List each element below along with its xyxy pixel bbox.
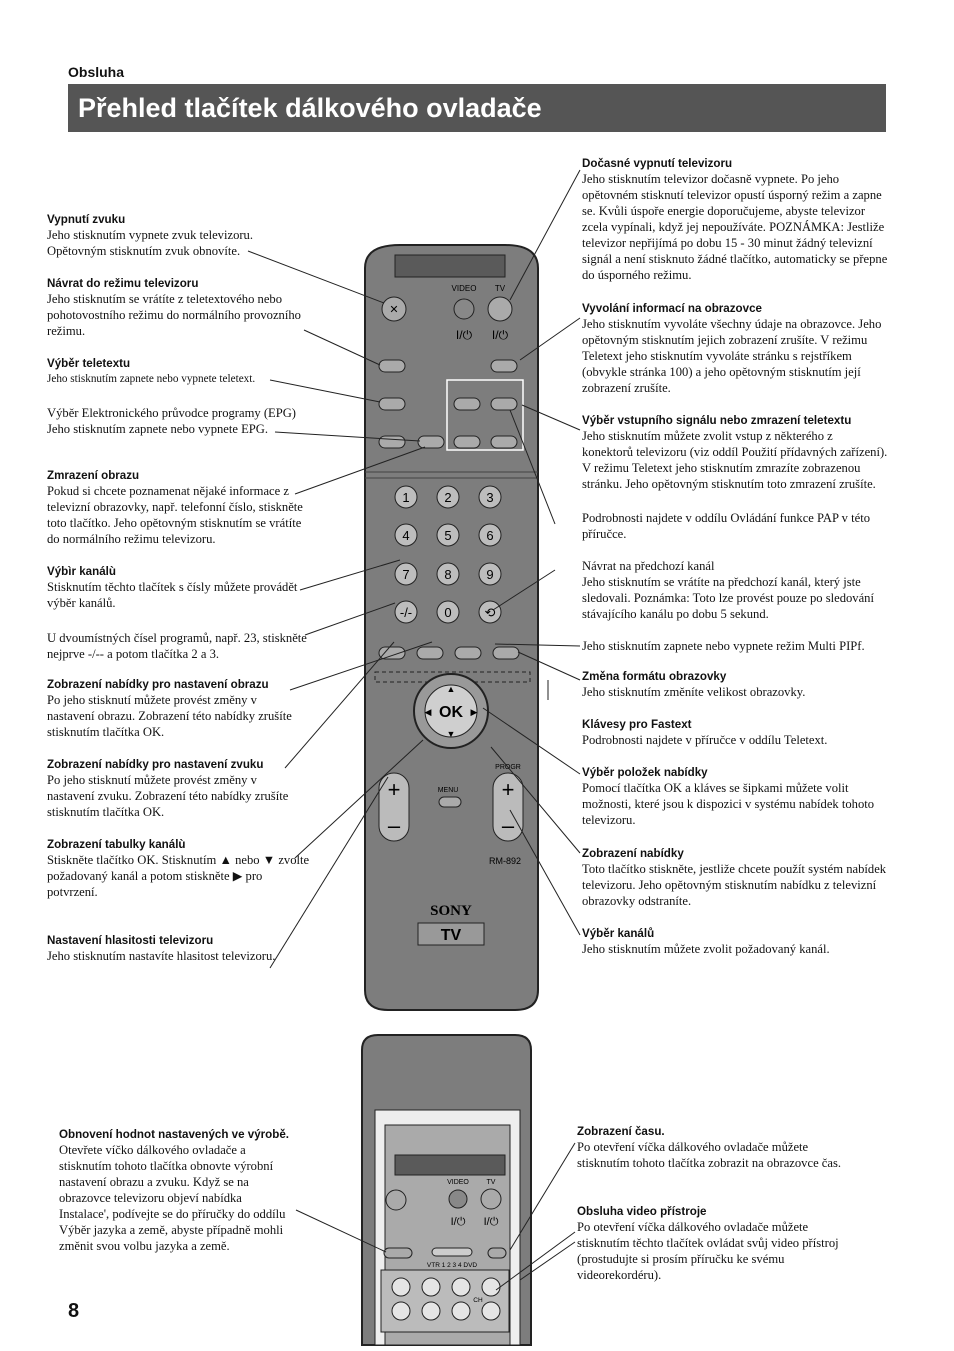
digit-label: -/- [399, 605, 413, 620]
desc-video-control: Obsluha video přístroje Po otevření víčka dálkového ovladače můžete stisknutím těchto tlačítek ovládat svůj video přístroj (prostudujte si prosím příručku ke svému videorekordéru). [577, 1205, 839, 1282]
ok-label: OK [439, 704, 463, 721]
desc-freeze: Zmrazení obrazu Pokud si chcete poznamenat nějaké informace z televizní obrazovky, např. telefonní číslo, stiskněte toto tlačítko. Jeho opětovným stisknutím se vrátíte do normálního režimu televizoru. [47, 469, 303, 546]
desc-multipip: Jeho stisknutím zapnete nebo vypnete režim Multi PIPf. [582, 639, 865, 653]
desc-info: Vyvolání informací na obrazovce Jeho stisknutím vyvoláte všechny údaje na obrazovce. Jeho opětovným stisknutím jejich zobrazení zrušíte. V režimu Teletext jeho stisknutím vyvoláte stránku s rejstříkem (obvykle stránka 100) a jeho opětovným stisknutím její zobrazení zrušíte. [582, 302, 882, 395]
vtr-transport-button[interactable] [392, 1302, 410, 1320]
svg-text:–: – [501, 813, 515, 838]
picture-menu-button [417, 647, 443, 659]
svg-text:▼: ▼ [446, 729, 456, 739]
teletext-button [379, 398, 405, 410]
desc-fastext: Klávesy pro Fastext Podrobnosti najdete v příručce v oddílu Teletext. [582, 718, 828, 747]
ch-label: CH [473, 1297, 483, 1304]
desc-epg: Výběr Elektronického průvodce programy (EPG) Jeho stisknutím zapnete nebo vypnete EPG. [47, 406, 296, 436]
digit-label: 8 [444, 567, 452, 582]
digit-label: 2 [444, 490, 452, 505]
vtr-transport-button[interactable] [422, 1302, 440, 1320]
desc-menu: Zobrazení nabídky Toto tlačítko stiskněte, jestliže chcete použít systém nabídek televizoru. Jeho opětovným stisknutím nabídku z televizní obrazovky odstraníte. [582, 847, 887, 908]
power-symbol-video: I/⏻ [455, 328, 473, 342]
power-symbol-tv-2: I/⏻ [483, 1216, 499, 1228]
desc-clock: Zobrazení času. Po otevření víčka dálkového ovladače můžete stisknutím tohoto tlačítka zobrazit na obrazovce čas. [577, 1125, 842, 1170]
svg-text:+: + [501, 777, 515, 802]
svg-text:▶: ▶ [470, 707, 478, 717]
desc-channel-digits: Výbìr kanálù Stisknutím těchto tlačítek s čísly můžete provádět výběr kanálů. [47, 565, 298, 610]
desc-format: Změna formátu obrazovky Jeho stisknutím změníte velikost obrazovky. [582, 670, 806, 699]
page-title: Přehled tlačítek dálkového ovladače [68, 84, 886, 132]
video-label-2: VIDEO [447, 1179, 469, 1186]
vtr-transport-button[interactable] [482, 1302, 500, 1320]
desc-pap: Podrobnosti najdete v oddílu Ovládání funkce PAP v této příručce. [582, 511, 870, 541]
digit-label: 0 [444, 605, 452, 620]
desc-picture-menu: Zobrazení nabídky pro nastavení obrazu Po jeho stisknutí můžete provést změny v nastavení obrazu. Zobrazení této nabídky zrušíte stisknutím tlačítka OK. [47, 678, 292, 739]
desc-two-digit: U dvoumístných čísel programů, např. 23, stiskněte nejprve -/-- a potom tlačítka 2 a 3. [47, 631, 307, 661]
desc-volume: Nastavení hlasitosti televizoru Jeho stisknutím nastavíte hlasitost televizoru. [47, 934, 276, 963]
vtr-transport-button[interactable] [452, 1278, 470, 1296]
svg-text:✕: ✕ [389, 304, 399, 316]
vtr-label: VTR 1 2 3 4 DVD [426, 1262, 478, 1269]
menu-button [439, 797, 461, 807]
swap-button [491, 436, 517, 448]
sony-logo: SONY [430, 903, 472, 919]
digit-label: 3 [486, 490, 494, 505]
digit-label: 6 [486, 528, 494, 543]
svg-text:◀: ◀ [424, 707, 432, 717]
tv-mode-button [379, 360, 405, 372]
desc-teletext: Výběr teletextu Jeho stisknutím zapnete nebo vypnete teletext. [47, 357, 256, 385]
desc-channel-select: Výběr kanálů Jeho stisknutím můžete zvolit požadovaný kanál. [582, 927, 830, 956]
vtr-transport-button[interactable] [452, 1302, 470, 1320]
fastext-button [493, 647, 519, 659]
digit-label: 7 [402, 567, 410, 582]
desc-sound-menu: Zobrazení nabídky pro nastavení zvuku Po jeho stisknutí můžete provést změny v nastavení zvuku. Zobrazení této nabídky zrušíte stisknutím tlačítka OK. [47, 758, 289, 819]
svg-text:+: + [387, 777, 401, 802]
model-label: RM-892 [488, 856, 522, 866]
desc-tv-mode: Návrat do režimu televizoru Jeho stisknutím se vrátíte z teletextového nebo pohotovostního režimu do normálního provozního režimu. [47, 277, 301, 338]
format-button [454, 436, 480, 448]
digit-label: 1 [402, 490, 410, 505]
epg-button [379, 436, 405, 448]
ir-window [395, 255, 505, 277]
video-label: VIDEO [451, 284, 477, 293]
tv-badge-label: TV [440, 927, 462, 944]
vtr-transport-button[interactable] [482, 1278, 500, 1296]
svg-text:–: – [387, 813, 401, 838]
power-symbol-video-2: I/⏻ [450, 1216, 466, 1228]
menu-label: MENU [437, 787, 459, 794]
info-button [491, 360, 517, 372]
digit-label: ⟲ [484, 605, 496, 620]
desc-factory-reset: Obnovení hodnot nastavených ve výrobě. Otevřete víčko dálkového ovladače a stisknutím tohoto tlačítka obnovte výrobní nastavení obrazu a zvuku. Když se na obrazovce televizoru objeví nabídka Instalace', podívejte se do příručky do oddílu Výběr jazyka a země, abyste případně mohli změnit svou volbu jazyka a země. [59, 1128, 289, 1253]
multipip-button [455, 647, 481, 659]
tv-label-2: TV [486, 1179, 496, 1186]
vtr-transport-button[interactable] [392, 1278, 410, 1296]
pap-button [454, 398, 480, 410]
tv-label: TV [494, 284, 506, 293]
desc-prev-channel: Návrat na předchozí kanál Jeho stisknutím se vrátíte na předchozí kanál, který jste sledovali. Poznámka: Toto lze provést pouze po sledování stávajícího kanálu po dobu 5 sekund. [582, 559, 874, 621]
freeze-button [418, 436, 444, 448]
digit-label: 5 [444, 528, 452, 543]
desc-menu-items: Výběr položek nabídky Pomocí tlačítka OK a kláves se šipkami můžete volit možnosti, které jsou k dispozici v systému nabídek tohoto televizoru. [582, 766, 875, 827]
desc-mute: Vypnutí zvuku Jeho stisknutím vypnete zvuk televizoru. Opětovným stisknutím zvuk obnovíte. [47, 213, 254, 258]
digit-label: 9 [486, 567, 494, 582]
input-button [491, 398, 517, 410]
tv-standby-button [488, 297, 512, 321]
power-symbol-tv: I/⏻ [491, 328, 509, 342]
progr-label: PROGR [495, 764, 521, 771]
vtr-switch [432, 1248, 472, 1256]
desc-standby: Dočasné vypnutí televizoru Jeho stisknutím televizor dočasně vypnete. Po jeho opětovném stisknutí televizor opustí úsporný režim a zapne se. Kvůli úspoře energie doporučujeme, abyste televizor zcela vypínali, když jej nepoužíváte. POZNÁMKA: Jestliže televizor nepřijímá po dobu 15 - 30 minut žádný televizní signál a není stisknuto žádné tlačítko, automaticky se přepne do úsporného režimu. [582, 157, 888, 282]
desc-channel-table: Zobrazení tabulky kanálù Stiskněte tlačítko OK. Stisknutím ▲ nebo ▼ zvolte požadovaný kanál a potom stiskněte ▶ pro potvrzení. [47, 838, 310, 899]
vtr-transport-button[interactable] [422, 1278, 440, 1296]
desc-input: Výběr vstupního signálu nebo zmrazení teletextu Jeho stisknutím můžete zvolit vstup z některého z konektorů televizoru (viz oddíl Použití přídavných zařízení). V režimu Teletext jeho stisknutím zmrazíte zobrazenou stránku. Jeho opětovným stisknutím toto zmrazení zrušíte. [582, 414, 888, 491]
digit-label: 4 [402, 528, 410, 543]
page-number: 8 [68, 1300, 80, 1322]
section-label: Obsluha [68, 64, 125, 80]
svg-text:▲: ▲ [446, 684, 456, 694]
sound-menu-button [379, 647, 405, 659]
video-power-button [454, 299, 474, 319]
factory-reset-button [384, 1248, 412, 1258]
clock-button [488, 1248, 506, 1258]
